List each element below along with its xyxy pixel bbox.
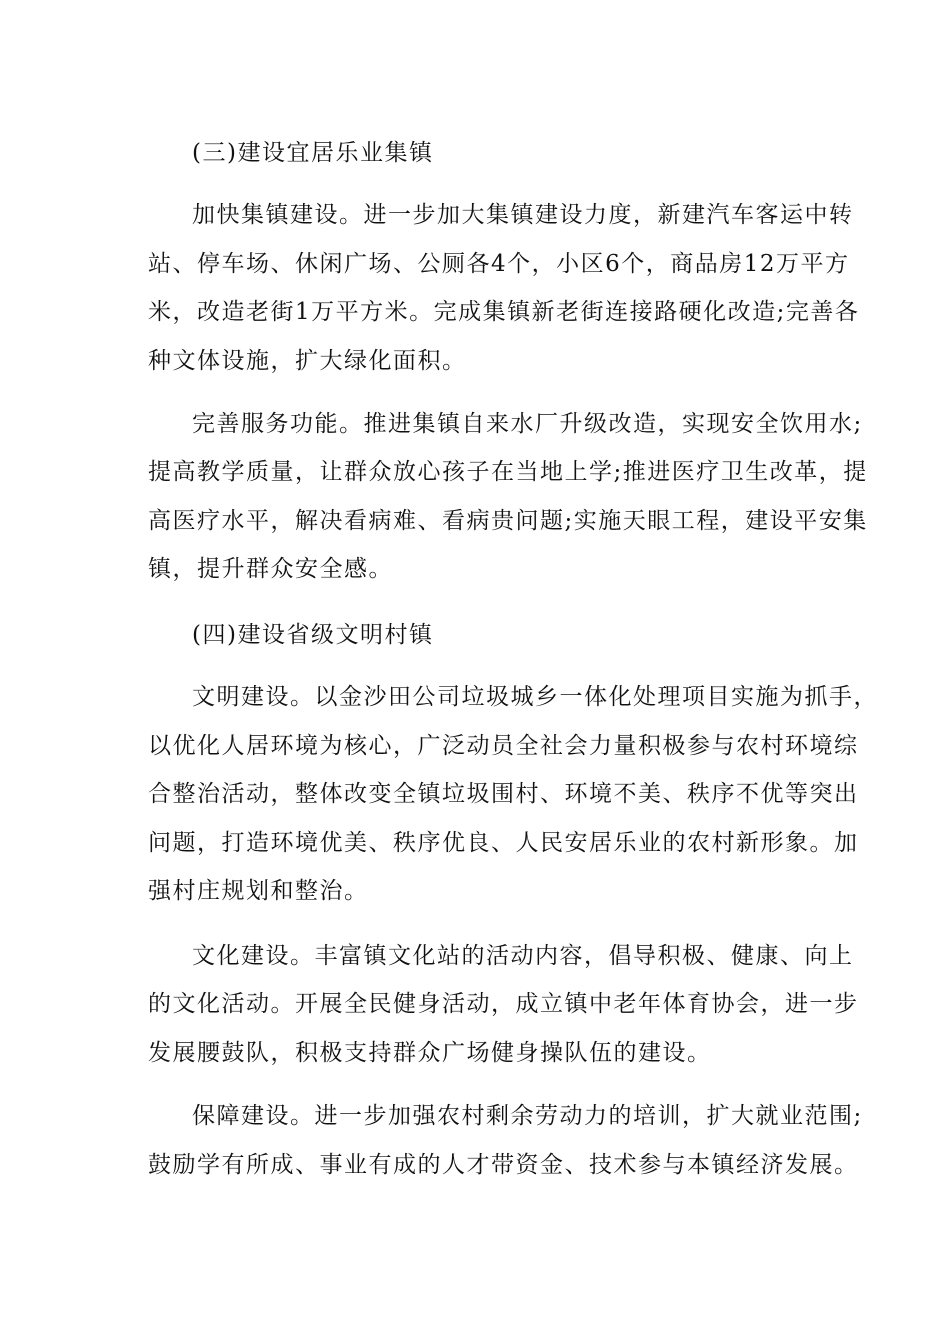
paragraph-line: 合整治活动，整体改变全镇垃圾围村、环境不美、秩序不优等突出 bbox=[148, 781, 859, 807]
paragraph-line: 文明建设。以金沙田公司垃圾城乡一体化处理项目实施为抓手， bbox=[192, 684, 878, 710]
paragraph-line: 提高教学质量，让群众放心孩子在当地上学;推进医疗卫生改革，提 bbox=[148, 459, 868, 485]
section-heading-3: (三)建设宜居乐业集镇 bbox=[192, 140, 434, 166]
paragraph-line: 高医疗水平，解决看病难、看病贵问题;实施天眼工程，建设平安集 bbox=[148, 508, 868, 534]
paragraph-line: 加快集镇建设。进一步加大集镇建设力度，新建汽车客运中转 bbox=[192, 202, 854, 228]
paragraph-line: 的文化活动。开展全民健身活动，成立镇中老年体育协会，进一步 bbox=[148, 991, 859, 1017]
paragraph-line: 以优化人居环境为核心，广泛动员全社会力量积极参与农村环境综 bbox=[148, 733, 859, 759]
paragraph-line: 完善服务功能。推进集镇自来水厂升级改造，实现安全饮用水; bbox=[192, 411, 863, 437]
paragraph-line: 站、停车场、休闲广场、公厕各4个，小区6个，商品房12万平方 bbox=[148, 251, 850, 277]
paragraph-line: 鼓励学有所成、事业有成的人才带资金、技术参与本镇经济发展。 bbox=[148, 1152, 859, 1178]
paragraph-line: 发展腰鼓队，积极支持群众广场健身操队伍的建设。 bbox=[148, 1040, 712, 1066]
paragraph-line: 强村庄规划和整治。 bbox=[148, 878, 369, 904]
paragraph-line: 文化建设。丰富镇文化站的活动内容，倡导积极、健康、向上 bbox=[192, 943, 854, 969]
paragraph-line: 种文体设施，扩大绿化面积。 bbox=[148, 348, 467, 374]
section-heading-4: (四)建设省级文明村镇 bbox=[192, 622, 434, 648]
paragraph-line: 米，改造老街1万平方米。完成集镇新老街连接路硬化改造;完善各 bbox=[148, 299, 860, 325]
paragraph-line: 问题，打造环境优美、秩序优良、人民安居乐业的农村新形象。加 bbox=[148, 830, 859, 856]
paragraph-line: 镇，提升群众安全感。 bbox=[148, 556, 393, 582]
paragraph-line: 保障建设。进一步加强农村剩余劳动力的培训，扩大就业范围; bbox=[192, 1103, 863, 1129]
